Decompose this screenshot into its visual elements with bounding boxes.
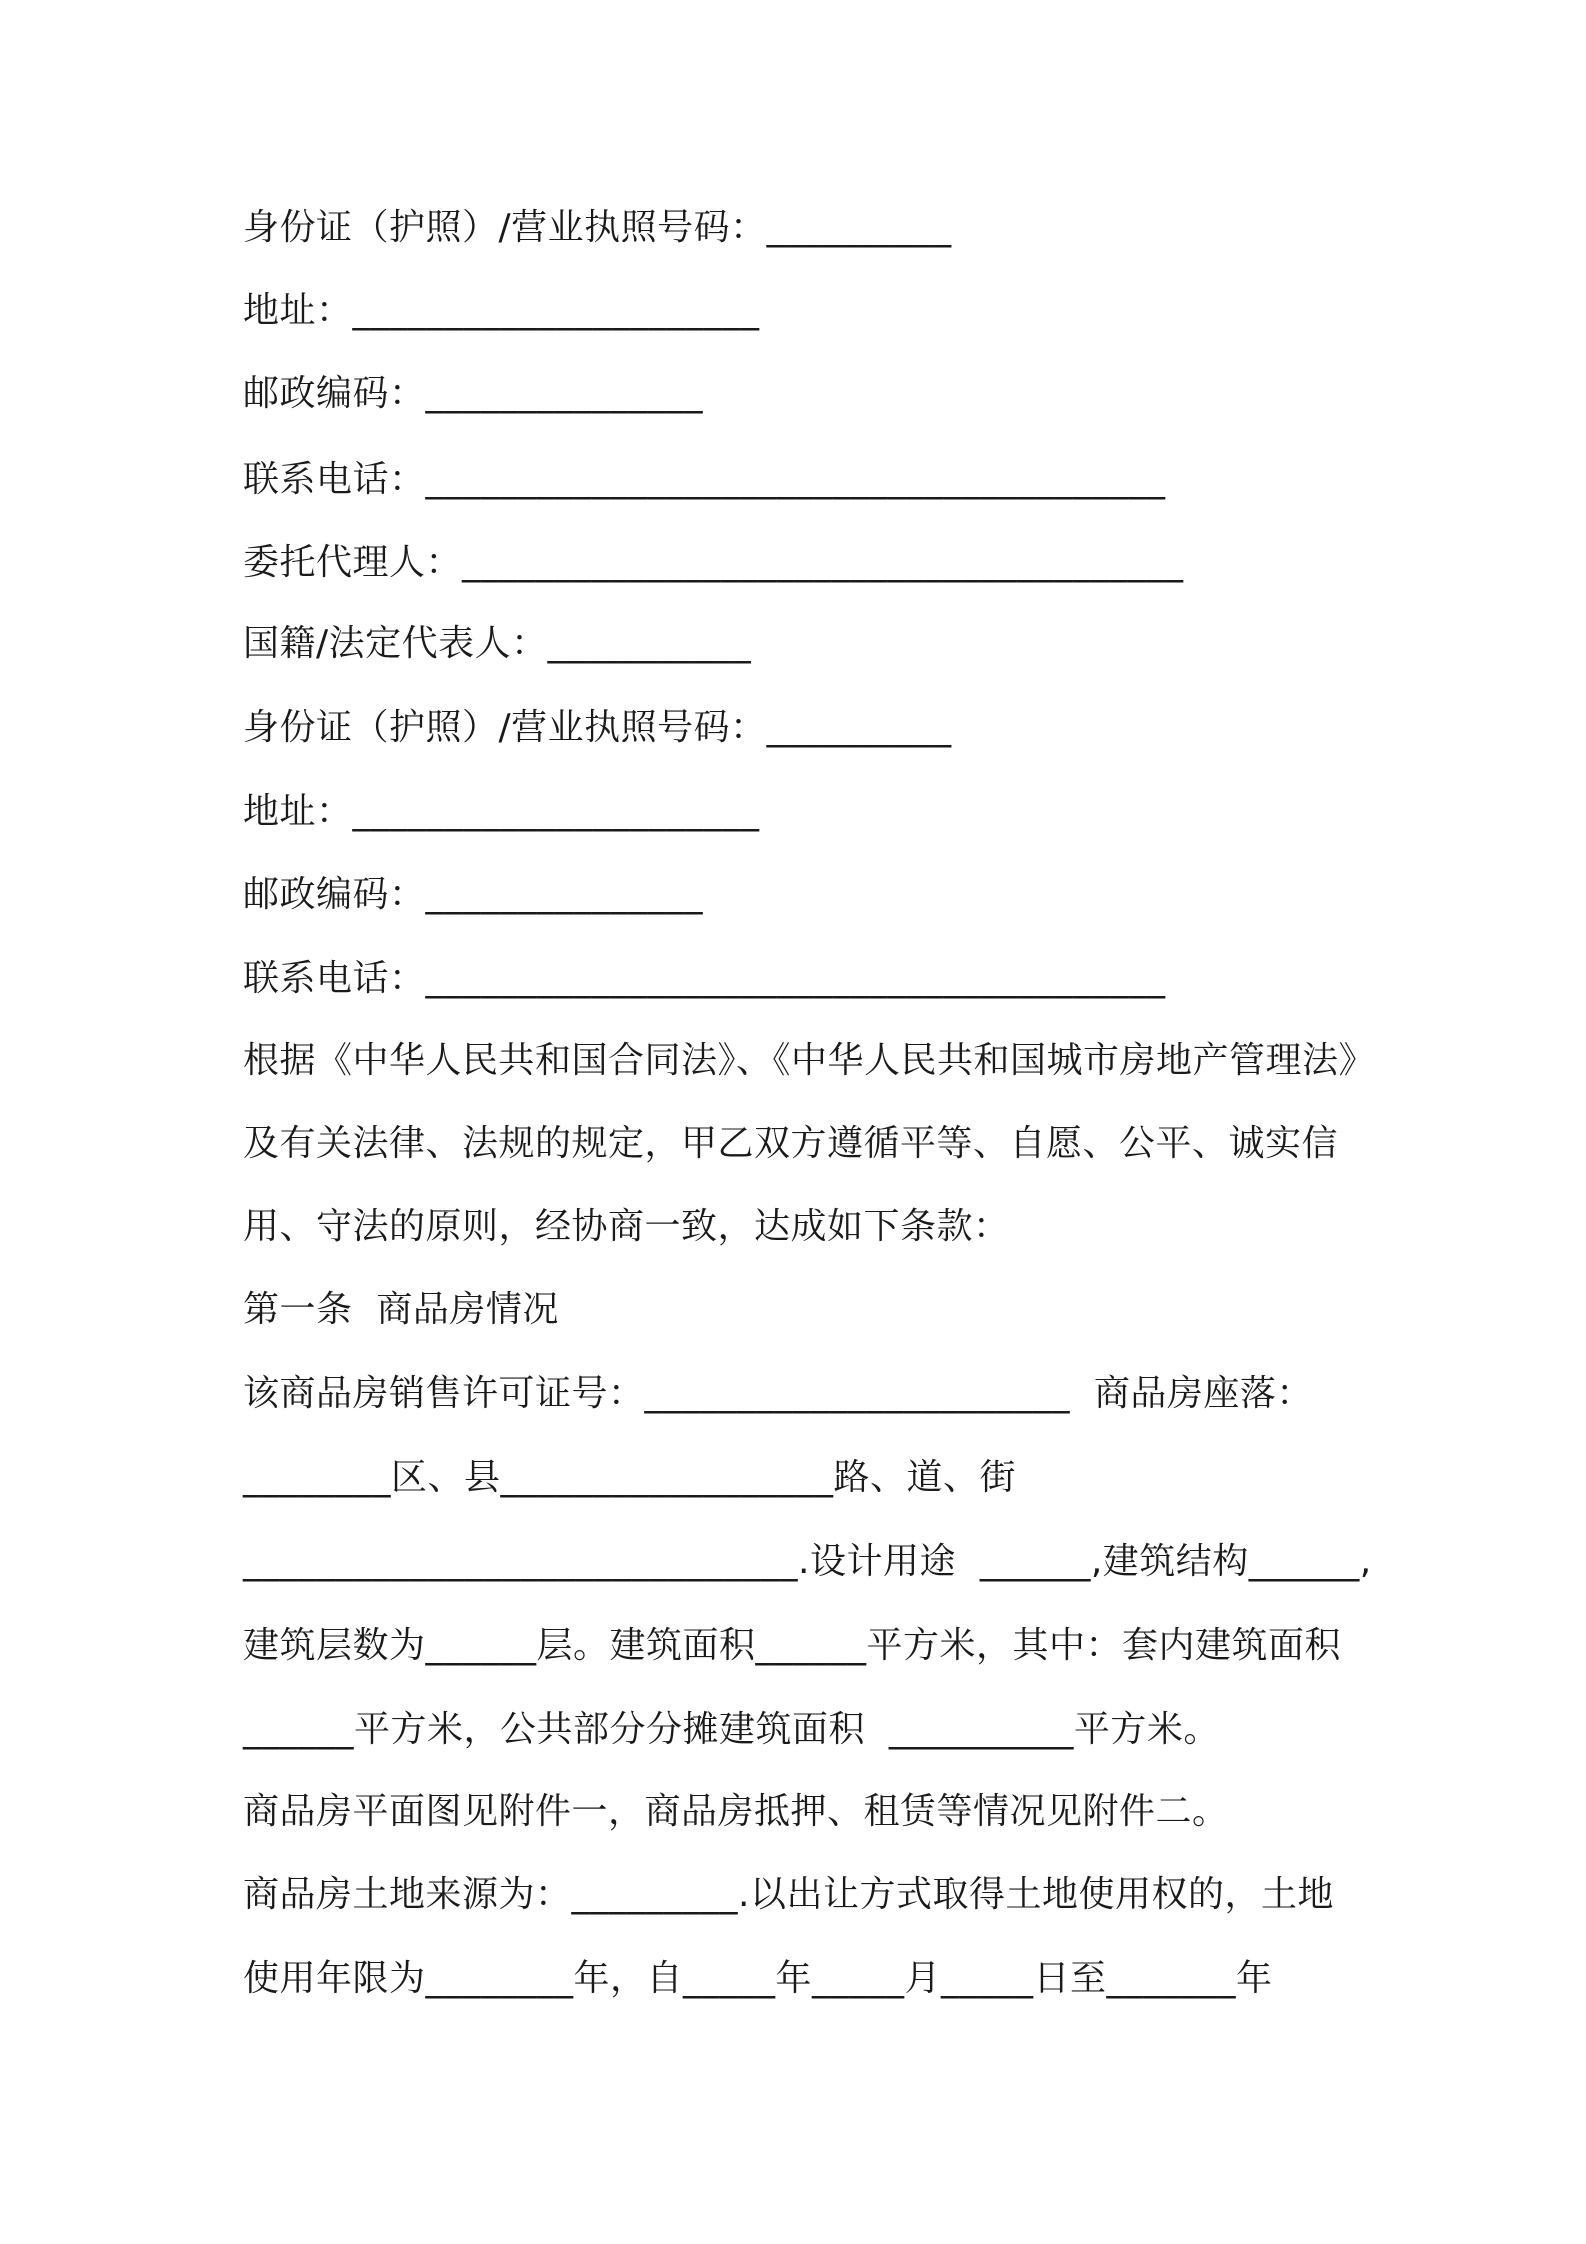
preamble-line-3: 用、守法的原则，经协商一致，达成如下条款： <box>243 1206 1010 1247</box>
article-one-line-1: 该商品房销售许可证号：_______________________ 商品房座落： <box>243 1373 1313 1414</box>
phone-field-line-1: 联系电话：________________________________________ <box>243 459 1166 500</box>
article-one-line-5: ______平方米，公共部分分摊建筑面积 __________平方米。 <box>243 1709 1220 1750</box>
article-one-line-7: 商品房土地来源为：_________.以出让方式取得土地使用权的，土地 <box>243 1874 1334 1915</box>
article-one-line-6: 商品房平面图见附件一，商品房抵押、租赁等情况见附件二。 <box>243 1791 1229 1832</box>
article-one-line-3: ______________________________.设计用途 ______,建筑结构______, <box>243 1541 1372 1582</box>
nationality-representative-field-line: 国籍/法定代表人：___________ <box>243 623 752 664</box>
id-number-field-line-2: 身份证（护照）/营业执照号码：__________ <box>243 707 952 748</box>
article-one-line-4: 建筑层数为______层。建筑面积______平方米，其中：套内建筑面积 <box>243 1625 1342 1666</box>
id-number-field-line-1: 身份证（护照）/营业执照号码：__________ <box>243 207 952 248</box>
postal-code-field-line-2: 邮政编码：_______________ <box>243 874 704 915</box>
agent-field-line: 委托代理人：_______________________________________ <box>243 542 1184 583</box>
address-field-line-2: 地址：______________________ <box>243 791 760 832</box>
phone-field-line-2: 联系电话：________________________________________ <box>243 958 1166 999</box>
article-one-line-2: ________区、县__________________路、道、街 <box>243 1457 1017 1498</box>
article-one-heading: 第一条 商品房情况 <box>243 1289 559 1330</box>
postal-code-field-line-1: 邮政编码：_______________ <box>243 373 704 414</box>
article-one-line-8: 使用年限为________年，自_____年_____月_____日至_______年 <box>243 1958 1273 1999</box>
address-field-line-1: 地址：______________________ <box>243 290 760 331</box>
preamble-line-2: 及有关法律、法规的规定，甲乙双方遵循平等、自愿、公平、诚实信 <box>243 1123 1339 1164</box>
preamble-line-1: 根据《中华人民共和国合同法》、《中华人民共和国城市房地产管理法》 <box>243 1040 1376 1081</box>
